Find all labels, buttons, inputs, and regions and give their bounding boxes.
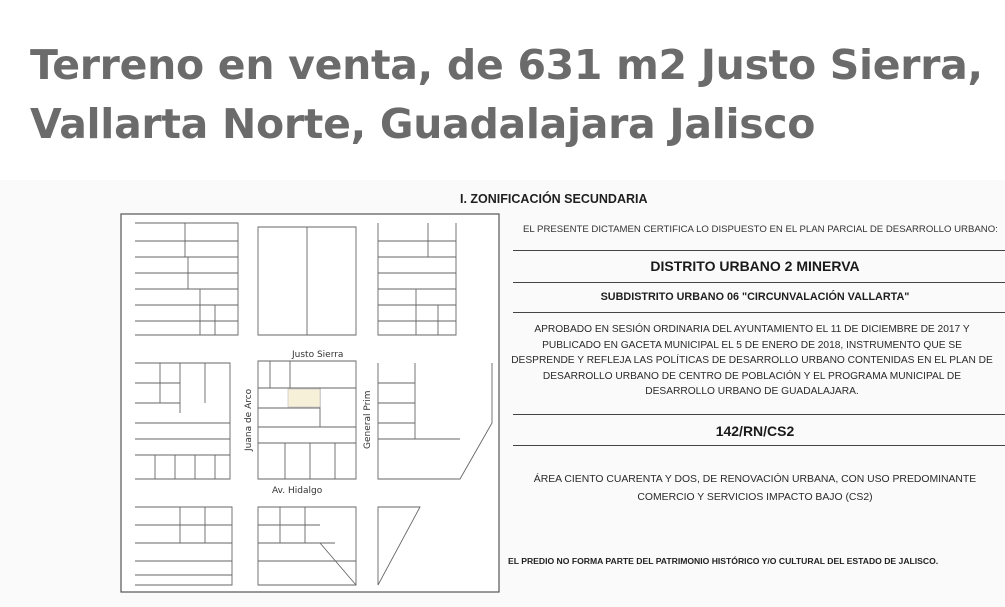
area-line: ÁREA CIENTO CUARENTA Y DOS, DE RENOVACIÓN URBANA, CON USO PREDOMINANTE bbox=[533, 474, 977, 485]
subject-lot bbox=[288, 389, 320, 407]
area-line: COMERCIO Y SERVICIOS IMPACTO BAJO (CS2) bbox=[637, 492, 873, 503]
heritage-note: EL PREDIO NO FORMA PARTE DEL PATRIMONIO HISTÓRICO Y/O CULTURAL DEL ESTADO DE JALISCO. bbox=[508, 556, 939, 566]
divider bbox=[513, 414, 1005, 415]
approval-line: PUBLICADO EN GACETA MUNICIPAL EL 5 DE ENERO DE 2018, INSTRUMENTO QUE SE bbox=[542, 339, 962, 351]
divider bbox=[513, 282, 1005, 283]
approval-line: DESARROLLO URBANO DE GUADALAJARA. bbox=[645, 386, 859, 397]
approval-line: DESARROLLO URBANO DE CENTRO DE POBLACIÓN Y EL PROGRAMA MUNICIPAL DE bbox=[542, 370, 962, 382]
approval-line: APROBADO EN SESIÓN ORDINARIA DEL AYUNTAMIENTO EL 11 DE DICIEMBRE DE 2017 Y bbox=[534, 324, 970, 335]
street-label-juana-de-arco: Juana de Arco bbox=[244, 388, 254, 451]
block-map-svg bbox=[120, 213, 500, 593]
listing-title bbox=[30, 36, 1005, 154]
subdistrict-name: SUBDISTRITO URBANO 06 "CIRCUNVALACIÓN VALLARTA" bbox=[600, 291, 910, 303]
zoning-certificate bbox=[460, 188, 1005, 607]
certificate-heading: I. ZONIFICACIÓN SECUNDARIA bbox=[460, 192, 648, 206]
divider bbox=[513, 445, 1005, 446]
divider bbox=[513, 250, 1005, 251]
district-name: DISTRITO URBANO 2 MINERVA bbox=[650, 258, 860, 274]
zoning-map bbox=[120, 213, 500, 593]
approval-text bbox=[497, 322, 1005, 400]
area-description bbox=[505, 471, 1005, 507]
divider bbox=[513, 312, 1005, 313]
certificate-intro: EL PRESENTE DICTAMEN CERTIFICA LO DISPUESTO EN EL PLAN PARCIAL DE DESARROLLO URBANO: bbox=[523, 224, 998, 235]
zoning-code: 142/RN/CS2 bbox=[715, 423, 795, 439]
street-label-general-prim: General Prim bbox=[363, 390, 373, 449]
street-label-av-hidalgo: Av. Hidalgo bbox=[272, 486, 323, 496]
listing-title-line-2: Vallarta Norte, Guadalajara Jalisco bbox=[30, 100, 816, 148]
approval-line: DESPRENDE Y REFLEJA LAS POLÍTICAS DE DESARROLLO URBANO CONTENIDAS EN EL PLAN DE bbox=[511, 355, 993, 366]
street-label-justo-sierra: Justo Sierra bbox=[292, 350, 344, 360]
listing-title-line-1: Terreno en venta, de 631 m2 Justo Sierra, bbox=[30, 41, 983, 89]
